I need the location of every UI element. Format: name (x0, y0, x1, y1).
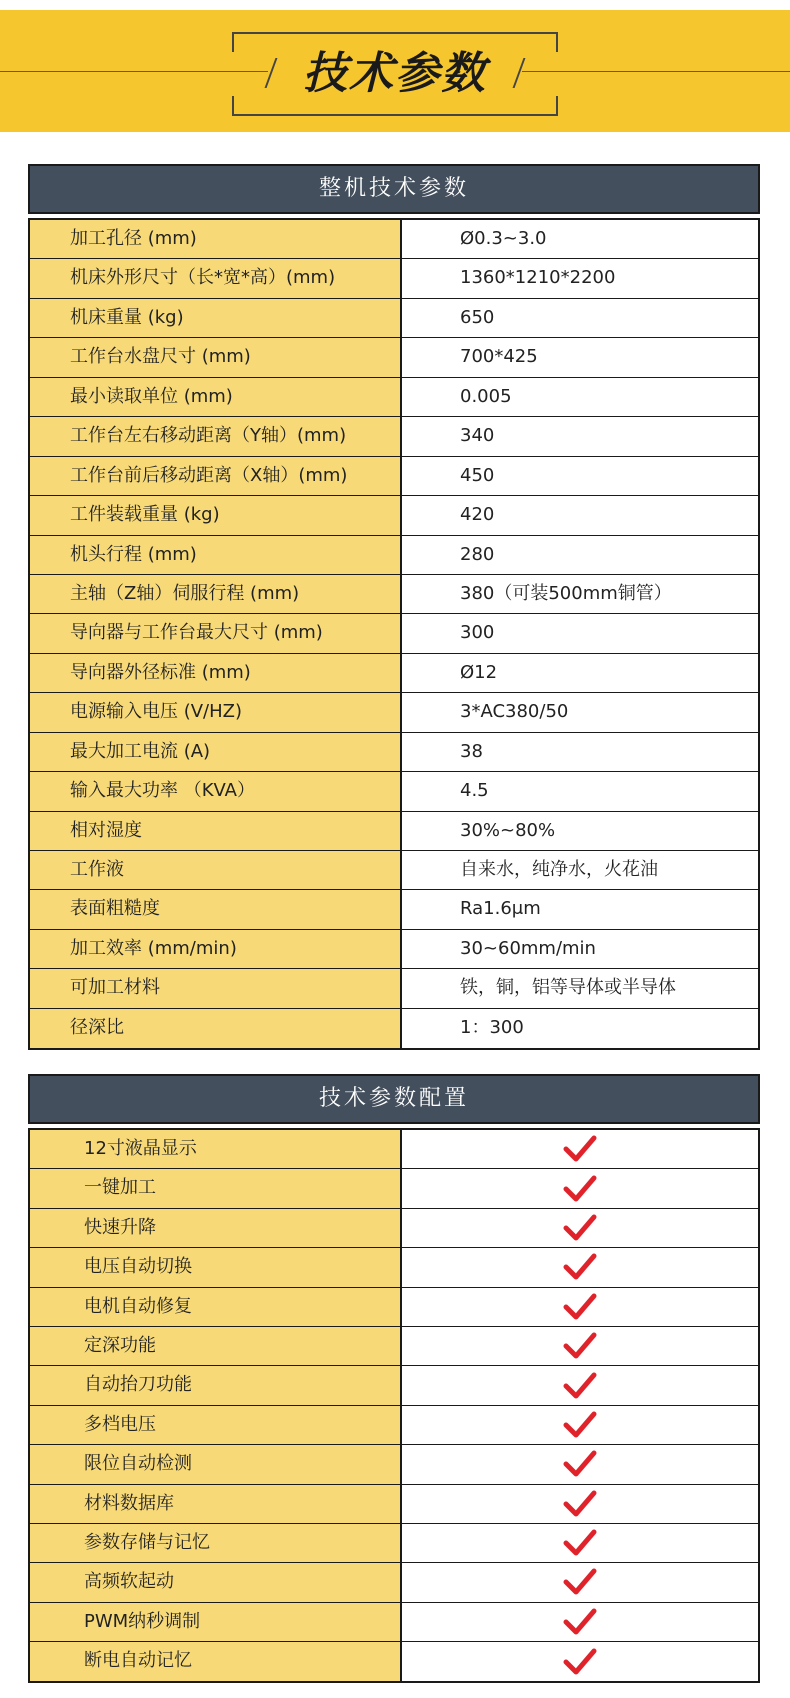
check-icon (563, 1214, 597, 1242)
check-icon (563, 1490, 597, 1518)
table-row (30, 1366, 758, 1405)
config-section-header: 技术参数配置 (28, 1074, 760, 1124)
config-value (402, 1445, 758, 1483)
config-label: 多档电压 (30, 1406, 402, 1444)
spec-label: 工件装载重量 (kg) (30, 496, 402, 534)
table-row (30, 1445, 758, 1484)
config-value (402, 1288, 758, 1326)
spec-label: 电源输入电压 (V/HZ) (30, 693, 402, 731)
table-row (30, 1603, 758, 1642)
table-row (30, 812, 758, 851)
config-label: 一键加工 (30, 1169, 402, 1207)
table-row (30, 693, 758, 732)
config-value (402, 1169, 758, 1207)
page-title: 技术参数 (303, 48, 487, 99)
spec-value: Ø12 (460, 661, 498, 683)
spec-label: 输入最大功率 （KVA） (30, 772, 402, 810)
spec-label: 机头行程 (mm) (30, 536, 402, 574)
table-row (30, 1248, 758, 1287)
spec-value: 1360*1210*2200 (460, 267, 616, 289)
config-label: 高频软起动 (30, 1563, 402, 1601)
check-icon (563, 1293, 597, 1321)
spec-label: 机床重量 (kg) (30, 299, 402, 337)
spec-value: 450 (460, 464, 495, 486)
table-row (30, 220, 758, 259)
spec-value: 380（可装500mm铜管） (460, 582, 672, 604)
table-row (30, 1169, 758, 1208)
spec-value: 1：300 (460, 1016, 524, 1038)
check-icon (563, 1648, 597, 1676)
check-icon (563, 1372, 597, 1400)
check-icon (563, 1175, 597, 1203)
table-row (30, 1524, 758, 1563)
table-row (30, 772, 758, 811)
config-label: 参数存储与记忆 (30, 1524, 402, 1562)
spec-label: 加工效率 (mm/min) (30, 930, 402, 968)
spec-value: 280 (460, 543, 495, 565)
table-row (30, 1406, 758, 1445)
banner-left-line (0, 71, 268, 72)
spec-label: 加工孔径 (mm) (30, 220, 402, 258)
config-value (402, 1563, 758, 1601)
check-icon (563, 1568, 597, 1596)
spec-value: 30%~80% (460, 819, 556, 841)
table-row (30, 338, 758, 377)
check-icon (563, 1135, 597, 1163)
spec-label: 导向器外径标准 (mm) (30, 654, 402, 692)
config-label: 定深功能 (30, 1327, 402, 1365)
check-icon (563, 1529, 597, 1557)
spec-table (28, 218, 760, 1050)
table-row (30, 299, 758, 338)
check-icon (563, 1450, 597, 1478)
table-row (30, 733, 758, 772)
table-row (30, 1327, 758, 1366)
config-value (402, 1603, 758, 1641)
spec-value: 30~60mm/min (460, 937, 596, 959)
config-value (402, 1130, 758, 1168)
table-row (30, 1130, 758, 1169)
table-row (30, 496, 758, 535)
table-row (30, 1485, 758, 1524)
table-row (30, 1642, 758, 1681)
spec-label: 径深比 (30, 1009, 402, 1048)
check-icon (563, 1332, 597, 1360)
banner-right-line (522, 71, 790, 72)
table-row (30, 457, 758, 496)
config-label: 电机自动修复 (30, 1288, 402, 1326)
spec-value: 340 (460, 425, 495, 447)
config-value (402, 1327, 758, 1365)
config-value (402, 1366, 758, 1404)
spec-value: Ø0.3~3.0 (460, 228, 547, 249)
spec-label: 机床外形尺寸（长*宽*高）(mm) (30, 259, 402, 297)
check-icon (563, 1253, 597, 1281)
spec-label: 最小读取单位 (mm) (30, 378, 402, 416)
table-row (30, 575, 758, 614)
config-label: 快速升降 (30, 1209, 402, 1247)
spec-section-header: 整机技术参数 (28, 164, 760, 214)
check-icon (563, 1411, 597, 1439)
config-value (402, 1642, 758, 1681)
config-table (28, 1128, 760, 1683)
spec-label: 工作台前后移动距离（X轴）(mm) (30, 457, 402, 495)
config-value (402, 1524, 758, 1562)
spec-label: 工作台左右移动距离（Y轴）(mm) (30, 417, 402, 455)
spec-value: 3*AC380/50 (460, 701, 569, 723)
config-value (402, 1406, 758, 1444)
spec-label: 主轴（Z轴）伺服行程 (mm) (30, 575, 402, 613)
table-row (30, 1563, 758, 1602)
spec-label: 最大加工电流 (A) (30, 733, 402, 771)
table-row (30, 969, 758, 1008)
table-row (30, 1009, 758, 1048)
spec-value: Ra1.6μm (460, 898, 541, 920)
spec-value: 38 (460, 740, 483, 762)
spec-value: 0.005 (460, 385, 512, 407)
spec-label: 工作液 (30, 851, 402, 889)
spec-value: 650 (460, 306, 495, 328)
spec-value: 700*425 (460, 346, 538, 368)
spec-label: 表面粗糙度 (30, 890, 402, 928)
config-label: 自动抬刀功能 (30, 1366, 402, 1404)
config-label: PWM纳秒调制 (30, 1603, 402, 1641)
spec-value: 铁，铜，铝等导体或半导体 (460, 977, 676, 999)
spec-value: 300 (460, 622, 495, 644)
config-value (402, 1485, 758, 1523)
config-label: 限位自动检测 (30, 1445, 402, 1483)
table-row (30, 259, 758, 298)
title-banner (0, 10, 790, 132)
check-icon (563, 1608, 597, 1636)
table-row (30, 890, 758, 929)
table-row (30, 536, 758, 575)
spec-value: 420 (460, 504, 495, 526)
table-row (30, 1209, 758, 1248)
spec-label: 可加工材料 (30, 969, 402, 1007)
spec-value: 自来水，纯净水，火花油 (460, 859, 658, 880)
config-value (402, 1209, 758, 1247)
table-row (30, 654, 758, 693)
spec-label: 相对湿度 (30, 812, 402, 850)
config-label: 材料数据库 (30, 1485, 402, 1523)
table-row (30, 417, 758, 456)
spec-label: 工作台水盘尺寸 (mm) (30, 338, 402, 376)
table-row (30, 614, 758, 653)
config-label: 12寸液晶显示 (30, 1130, 402, 1168)
spec-value: 4.5 (460, 780, 489, 802)
table-row (30, 851, 758, 890)
config-label: 断电自动记忆 (30, 1642, 402, 1681)
table-row (30, 378, 758, 417)
table-row (30, 1288, 758, 1327)
config-value (402, 1248, 758, 1286)
spec-label: 导向器与工作台最大尺寸 (mm) (30, 614, 402, 652)
config-label: 电压自动切换 (30, 1248, 402, 1286)
table-row (30, 930, 758, 969)
